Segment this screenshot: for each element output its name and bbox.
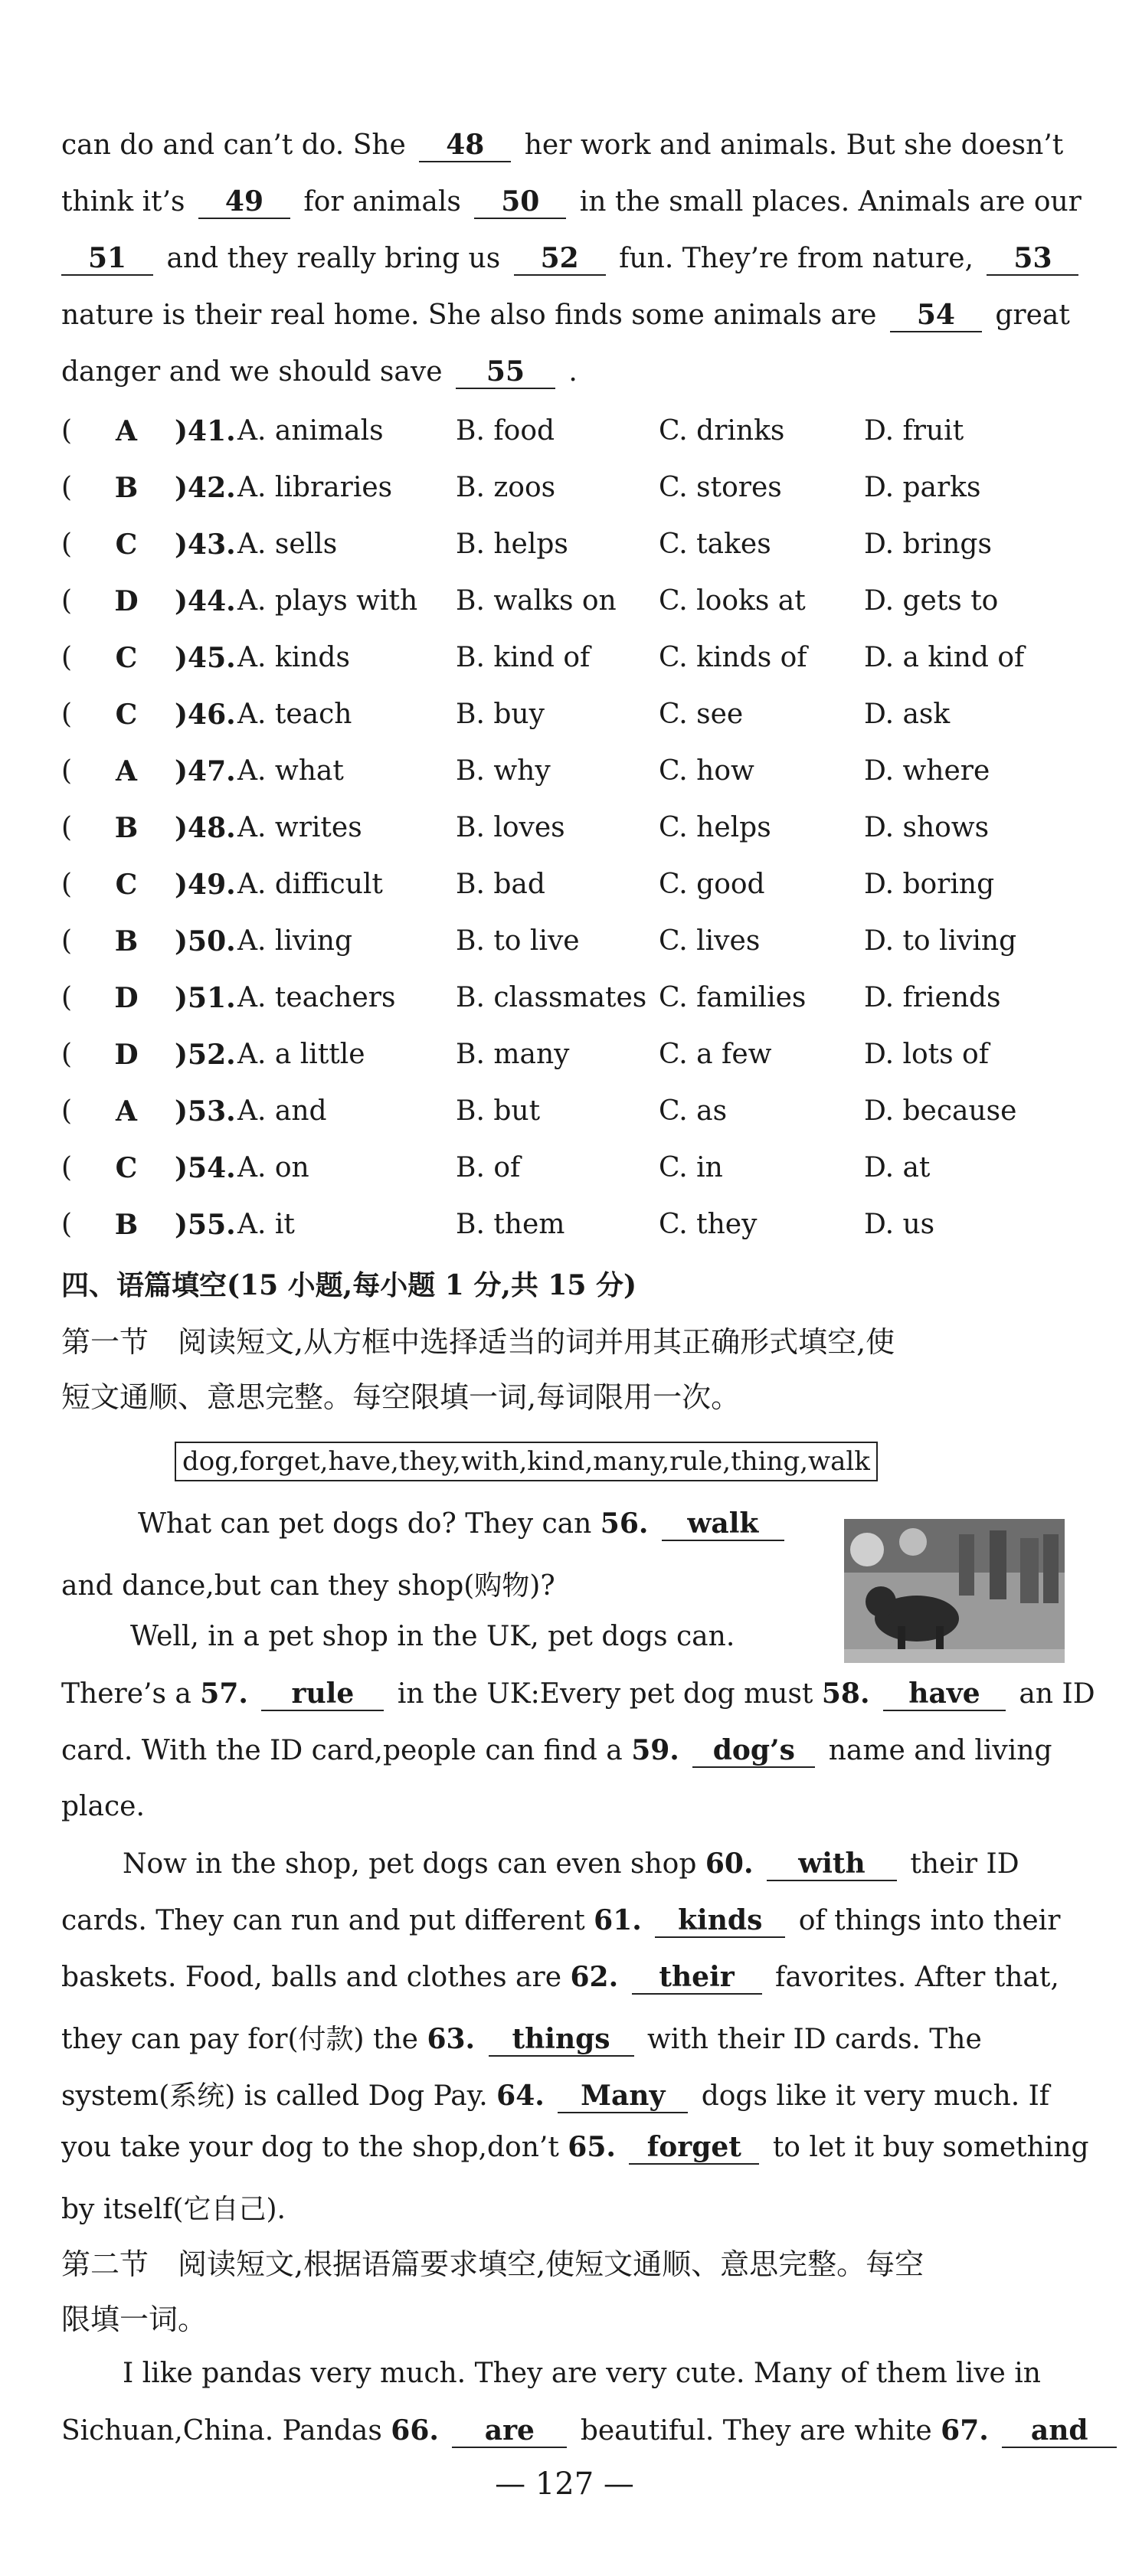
answer-letter: A	[116, 755, 137, 787]
passage2-line-4: There’s a 57. rule in the UK:Every pet dog must 58. have an ID	[61, 1678, 1095, 1710]
page-number: — 127 —	[495, 2466, 634, 2502]
answer-67: and	[1002, 2414, 1117, 2448]
blank-48: 48	[419, 129, 511, 162]
answer-65: forget	[629, 2131, 759, 2165]
passage-line-3: 51 and they really bring us 52 fun. They’re from nature, 53	[61, 242, 1083, 276]
blank-52: 52	[514, 242, 606, 276]
passage2-line-8: cards. They can run and put different 61. kinds of things into their	[61, 1904, 1061, 1936]
answer-58: have	[883, 1678, 1006, 1711]
answer-letter: B	[114, 1209, 139, 1241]
answer-59: dog’s	[692, 1734, 815, 1768]
passage2-line-13: by itself(它自己).	[61, 2194, 286, 2225]
answer-letter: C	[115, 529, 138, 561]
answer-letter: D	[114, 1039, 139, 1071]
passage-line-2: think it’s 49 for animals 50 in the small places. Animals are our	[61, 185, 1082, 218]
dog-photo	[844, 1519, 1065, 1663]
passage-line-4: nature is their real home. She also finds some animals are 54 great	[61, 299, 1070, 331]
passage2-line-6: place.	[61, 1791, 145, 1822]
answer-64: Many	[558, 2080, 688, 2113]
answer-letter: C	[115, 699, 138, 731]
passage2-line-9: baskets. Food, balls and clothes are 62. their favorites. After that,	[61, 1961, 1059, 1993]
passage2-line-2: and dance,but can they shop(购物)?	[61, 1570, 555, 1602]
blank-53: 53	[987, 242, 1078, 276]
answer-57: rule	[261, 1678, 384, 1711]
answer-66: are	[452, 2414, 567, 2448]
answer-letter: B	[114, 925, 139, 957]
blank-51: 51	[61, 242, 153, 276]
part1-instructions: 第一节 阅读短文,从方框中选择适当的词并用其正确形式填空,使 短文通顺、意思完整。每空限填一词,每词限用一次。	[61, 1325, 895, 1414]
part2-line-2: Sichuan,China. Pandas 66. are beautiful. They are white 67. and	[61, 2414, 1121, 2448]
passage2-line-5: card. With the ID card,people can find a 59. dog’s name and living	[61, 1734, 1052, 1766]
answer-letter: C	[115, 869, 138, 901]
blank-54: 54	[890, 299, 982, 332]
answer-letter: C	[115, 1152, 138, 1184]
answer-letter: D	[114, 585, 139, 617]
passage2-line-7: Now in the shop, pet dogs can even shop 60. with their ID	[123, 1848, 1019, 1880]
passage-line-1: can do and can’t do. She 48 her work and animals. But she doesn’t	[61, 129, 1064, 161]
passage2-line-1: What can pet dogs do? They can 56. walk	[138, 1507, 789, 1541]
answer-61: kinds	[655, 1904, 785, 1938]
answer-letter: A	[116, 415, 137, 447]
blank-49: 49	[198, 185, 290, 219]
worksheet-page: can do and can’t do. She 48 her work and animals. But she doesn’t think it’s 49 for animals 50 in the small places. Animals are our 51 and they really bring us 52 fun. They’re from nature, 53 nature is their real home. She also finds some animals are 54 great danger and we should save 55 . ( A )41. A. animals B. food C. drinks D. fruit ( B )42. A. libraries B. zoos C. stores D. parks ( C )43. A. sells B. helps C. takes D. brings ( D )44. A. plays with B. walks on C. looks at D. gets to ( C )45. A. kinds B. kind of C. kinds of D. a kind of ( C )46. A. teach B. buy C. see D. ask ( A )47. A. what B. why C. how D. where ( B )48. A. writes B. loves C. helps D. shows ( C )49. A. difficult B. bad C. good D. boring ( B )50. A. living B. to live C. lives D. to living ( D )51. A. teachers B. classmates C. families D. friends ( D )52. A. a little B. many C. a few D. lots of ( A )53. A. and B. but C. as D. because ( C )54. A. on B. of C. in D. at ( B )55. A. it B. them C. they D. us 四、语篇填空(15 小题,每小题 1 分,共 15 分) 第一节 阅读短文,从方框中选择适当的词并用其正确形式填空,使 短文通顺、意思完整。每空限填一词,每词限用一次。 dog,forget,have,they,with,kind,many,rule,thing,walk What can pet dogs do? They can 56. walk and dance,but can they shop(购物)? Well, in a pet shop in the UK, pet dogs can. There’s a 57. rule in the UK:Every pet dog must 58. have an ID card. With the ID card,people can find a 59. dog’s name and living place. Now in the shop, pet dogs can even shop 60. with their ID cards. They can run and put different 61. kinds of things into their baskets. Food, balls and clothes are 62. their favorites. After that, they can pay for(付款) the 63. things with their ID cards. The system(系统) is called Dog Pay. 64. Many dogs like it very much. If you take your dog to the shop,don’t 65. forget to let it buy something by itself(它自己). 第二节 阅读短文,根据语篇要求填空,使短文通顺、意思完整。每空 限填一词。 I like pandas very much. They are very cute. Many of them live in Sichuan,China. Pandas 66. are beautiful. They are white 67. and — 127 —	[0, 0, 1129, 2576]
section-heading: 四、语篇填空(15 小题,每小题 1 分,共 15 分)	[61, 1269, 637, 1301]
passage2-line-11: system(系统) is called Dog Pay. 64. Many dogs like it very much. If	[61, 2080, 1050, 2112]
answer-letter: D	[114, 982, 139, 1014]
passage2-line-10: they can pay for(付款) the 63. things with their ID cards. The	[61, 2023, 982, 2055]
word-box: dog,forget,have,they,with,kind,many,rule,thing,walk	[175, 1442, 878, 1481]
answer-letter: A	[116, 1095, 137, 1128]
part2-line-1: I like pandas very much. They are very cute. Many of them live in	[123, 2358, 1041, 2389]
part2-instructions: 第二节 阅读短文,根据语篇要求填空,使短文通顺、意思完整。每空 限填一词。	[61, 2247, 924, 2336]
passage2-line-3: Well, in a pet shop in the UK, pet dogs can.	[130, 1621, 735, 1652]
answer-56: walk	[662, 1507, 784, 1541]
answer-63: things	[489, 2023, 634, 2057]
passage-line-5: danger and we should save 55 .	[61, 355, 578, 388]
passage2-line-12: you take your dog to the shop,don’t 65. forget to let it buy something	[61, 2131, 1089, 2163]
blank-55: 55	[456, 355, 555, 389]
answer-letter: B	[114, 812, 139, 844]
blank-50: 50	[474, 185, 566, 219]
answer-62: their	[632, 1961, 762, 1995]
answer-letter: B	[114, 472, 139, 504]
answer-60: with	[767, 1848, 897, 1881]
answer-letter: C	[115, 642, 138, 674]
